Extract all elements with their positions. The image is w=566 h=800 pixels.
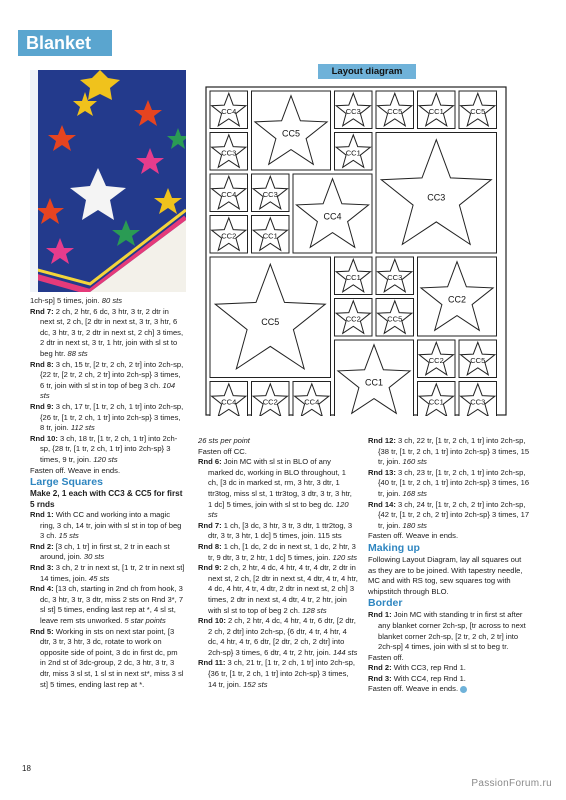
section-subheading: Make 2, 1 each with CC3 & CC5 for first 5 rnds	[30, 489, 183, 509]
diagram-square	[210, 382, 248, 417]
diagram-square	[335, 257, 373, 295]
text: 1ch-sp] 5 times, join.	[30, 296, 100, 305]
round-text: 1 ch, [1 dc, 2 dc in next st, 1 dc, 2 htr, 3 tr, 9 dtr, 3 tr, 2 htr, 1 dc] 5 times, join.	[208, 541, 356, 562]
stitch-count: 80 sts	[101, 296, 123, 305]
diagram-square	[459, 340, 497, 378]
round-text: 3 ch, 24 tr, [1 tr, 2 ch, 2 tr] into 2ch-sp, {42 tr, [1 tr, 2 ch, 2 tr] into 2ch-sp} 3 times, 17 tr, join.	[378, 499, 530, 530]
section-heading: Making up	[368, 541, 420, 554]
round-label: Rnd 2:	[30, 541, 54, 551]
diagram-square	[252, 216, 290, 254]
square-label: CC2	[447, 294, 467, 305]
round-label: Rnd 5:	[30, 626, 54, 636]
square-label: CC1	[364, 377, 384, 388]
diagram-square	[459, 382, 497, 417]
square-label: CC5	[470, 106, 486, 116]
round-label: Rnd 6:	[198, 457, 222, 467]
round-text: With CC4, rep Rnd 1.	[391, 673, 466, 683]
square-label: CC3	[345, 106, 361, 116]
square-label: CC4	[221, 106, 237, 116]
diagram-square	[418, 340, 456, 378]
fasten-off-text: Fasten off. Weave in ends.	[368, 531, 459, 541]
square-label: CC1	[262, 231, 278, 241]
square-label: CC3	[221, 148, 237, 158]
diagram-square	[376, 299, 414, 337]
diagram-square	[459, 91, 497, 129]
round-label: Rnd 14:	[368, 499, 396, 509]
square-label: CC3	[470, 397, 486, 407]
section-heading: Border	[368, 597, 403, 610]
fasten-off-text: Fasten off. Weave in ends.	[30, 465, 121, 475]
stitch-count: 112 sts	[70, 423, 95, 433]
stitch-count: 128 sts	[302, 605, 327, 615]
round-label: Rnd 1:	[30, 510, 54, 520]
round-text: 2 ch, 2 htr, 6 dc, 3 htr, 3 tr, 2 dtr in next st, 2 ch, [2 dtr in next st, 3 tr, 3 htr, 6 dc, 3 htr, 3 tr, 2 dtr in next st, 2 ch] 3 times, 2 dtr in next st, 3 tr, 1 htr, join with sl st to beg htr.	[40, 306, 184, 358]
round-text: Working in sts on next star point, [3 dtr, 3 tr, 3 htr, 3 dc, rotate to work on opposite side of point, 3 dc in first dc, pm in 2nd st of 3dc-group, 2 dc, 3 htr, 3 tr, 3 dtr, miss 3 sl st, 1 sl st in next st*, miss 3 sl st] 5 times, ending last rep at *.	[40, 626, 184, 689]
square-label: CC4	[323, 211, 342, 222]
round-label: Rnd 11:	[198, 658, 226, 668]
page-number: 18	[22, 764, 31, 773]
round-label: Rnd 8:	[198, 541, 222, 551]
stitch-count: 120 sts	[332, 552, 358, 562]
making-up-text: Following Layout Diagram, lay all squares out as they are to be joined. With tapestry needle, MC and with RS tog, sew squares tog with whipstitch through BLO.	[368, 554, 523, 596]
diagram-square	[335, 91, 373, 129]
square-label: CC4	[304, 397, 320, 407]
square-label: CC1	[428, 397, 444, 407]
diagram-square	[376, 257, 414, 295]
diagram-square	[335, 299, 373, 337]
round-label: Rnd 3:	[30, 563, 54, 573]
round-text: Join MC with sl st in BLO of any marked dc, working in BLO throughout, 1 ch, [3 dc in marked st, rm, 3 htr, 3 dtr, 1 ttr3tog, miss sl st, 1 ttr3tog, 3 dtr, 3 tr, 3 htr, 1 dc] 5 times, join with sl st to beg dc.	[208, 457, 352, 509]
diagram-square	[418, 257, 497, 336]
square-label: CC2	[428, 355, 444, 365]
diagram-square	[252, 91, 331, 170]
square-label: CC3	[262, 189, 278, 199]
diagram-title: Layout diagram	[318, 64, 416, 79]
stitch-count: 5 star points	[124, 616, 166, 626]
diagram-square	[293, 382, 331, 417]
stitch-count: 104 sts	[40, 380, 176, 401]
watermark: PassionForum.ru	[471, 778, 552, 789]
round-label: Rnd 12:	[368, 436, 396, 445]
diagram-square	[335, 133, 373, 171]
round-label: Rnd 4:	[30, 584, 54, 594]
round-text: 2 ch, 2 htr, 4 dc, 4 htr, 4 tr, 4 dtr, 2 dtr in next st, 2 ch, [2 dtr in next st, 4 dtr, 4 tr, 4 htr, 4 dc, 4 htr, 4 tr, 4 dtr, 2 dtr in next st, 2 ch] 3 times, 2 dtr in next st, 4 dtr, 4 tr, 2 htr, join with sl st to top of beg 2 ch.	[208, 563, 358, 615]
text: Fasten off CC.	[198, 446, 247, 456]
round-text: 3 ch, 17 tr, [1 tr, 2 ch, 1 tr] into 2ch-sp, {26 tr, [1 tr, 2 ch, 1 tr] into 2ch-sp} 3 times, 8 tr, join.	[40, 401, 184, 433]
column-3	[368, 436, 530, 695]
diagram-square	[210, 216, 248, 254]
blanket-photo	[30, 70, 186, 292]
square-label: CC3	[427, 192, 446, 203]
stitch-count: 45 sts	[88, 573, 110, 583]
stitch-count: 26 sts per point	[198, 436, 250, 445]
diagram-square	[293, 174, 372, 253]
diagram-square	[210, 257, 331, 378]
round-text: 3 ch, 23 tr, [1 tr, 2 ch, 1 tr] into 2ch-sp, {40 tr, [1 tr, 2 ch, 1 tr] into 2ch-sp} 3 times, 16 tr, join.	[378, 467, 530, 498]
round-label: Rnd 2:	[368, 663, 392, 673]
round-label: Rnd 7:	[30, 306, 54, 316]
stitch-count: 88 sts	[67, 348, 88, 358]
square-label: CC2	[262, 397, 278, 407]
stitch-count: 180 sts	[402, 520, 427, 530]
diagram-square	[210, 91, 248, 129]
square-label: CC5	[281, 128, 301, 139]
square-label: CC5	[470, 355, 486, 365]
round-text: 2 ch, 2 htr, 4 dc, 4 htr, 4 tr, 6 dtr, [2 dtr, 2 ch, 2 dtr] into 2ch-sp, {6 dtr, 4 tr, 4 htr, 4 dc, 4 htr, 4 tr, 6 dtr, [2 dtr, 2 ch, 2 dtr] into 2ch-sp} 3 times, 6 dtr, 4 tr, 2 htr, join.	[208, 616, 356, 657]
text: Fasten off.	[368, 652, 404, 662]
stitch-count: 144 sts	[332, 647, 358, 657]
round-label: Rnd 9:	[198, 563, 222, 573]
round-label: Rnd 10:	[198, 616, 226, 626]
round-text: [13 ch, starting in 2nd ch from hook, 3 dc, 3 htr, 3 tr, 3 dtr, miss 2 sts on Rnd 3*, 7 sl st] 5 times, ending last rep at *, 4 sl st, leave rem sts unworked.	[40, 584, 184, 626]
round-label: Rnd 9:	[30, 401, 54, 411]
square-label: CC2	[345, 314, 361, 324]
diagram-square	[335, 340, 414, 416]
square-label: CC5	[387, 314, 403, 324]
diagram-square	[418, 382, 456, 417]
round-text: Join MC with standing tr in first st after any blanket corner 2ch-sp, [tr across to next blanket corner 2ch-sp, [2 tr, 2 ch, 2 tr] into 2ch-sp] 4 times, join with sl st to beg tr.	[378, 610, 526, 652]
diagram-square	[210, 133, 248, 171]
column-2	[198, 436, 358, 690]
stitch-count: 160 sts	[402, 457, 427, 467]
diagram-square	[252, 174, 290, 212]
round-label: Rnd 10:	[30, 433, 58, 443]
diagram-square	[210, 174, 248, 212]
stitch-count: 120 sts	[208, 499, 349, 520]
stitch-count: 168 sts	[402, 488, 427, 498]
round-label: Rnd 7:	[198, 520, 222, 530]
round-label: Rnd 3:	[368, 673, 392, 683]
stitch-count: 152 sts	[243, 679, 268, 689]
round-text: 3 ch, 15 tr, [2 tr, 2 ch, 2 tr] into 2ch-sp, {22 tr, [2 tr, 2 ch, 2 tr] into 2ch-sp} 3 times, 6 tr, join with sl st in top of beg 3 ch.	[40, 359, 184, 390]
diagram-square	[252, 382, 290, 417]
page-title: Blanket	[18, 30, 112, 56]
square-label: CC5	[387, 106, 403, 116]
round-label: Rnd 8:	[30, 359, 54, 369]
square-label: CC1	[428, 106, 444, 116]
round-label: Rnd 1:	[368, 610, 392, 620]
round-label: Rnd 13:	[368, 467, 396, 477]
round-text: 3 ch, 22 tr, [1 tr, 2 ch, 1 tr] into 2ch-sp, {38 tr, [1 tr, 2 ch, 1 tr] into 2ch-sp} 3 times, 15 tr, join.	[378, 436, 530, 467]
text: Fasten off. Weave in ends.	[368, 684, 459, 694]
stitch-count: 15 sts	[58, 531, 79, 541]
round-text: 1 ch, [3 dc, 3 htr, 3 tr, 3 dtr, 1 ttr2tog, 3 dtr, 3 tr, 3 htr, 1 dc] 5 times, join. 115 sts	[208, 520, 353, 541]
column-1	[30, 296, 185, 690]
round-text: With CC and working into a magic ring, 3 ch, 14 tr, join with sl st in top of beg 3 ch.	[40, 510, 182, 541]
stitch-count: 120 sts	[93, 454, 118, 464]
diagram-square	[376, 91, 414, 129]
layout-diagram	[205, 86, 507, 421]
round-text: 3 ch, 21 tr, [1 tr, 2 ch, 1 tr] into 2ch-sp, {36 tr, [1 tr, 2 ch, 1 tr] into 2ch-sp} 3 times, 14 tr, join.	[208, 658, 356, 689]
diagram-square	[376, 133, 497, 254]
square-label: CC4	[221, 189, 237, 199]
diagram-square	[418, 91, 456, 129]
square-label: CC4	[221, 397, 237, 407]
round-text: With CC3, rep Rnd 1.	[391, 663, 466, 673]
square-label: CC3	[387, 272, 403, 282]
square-label: CC1	[345, 148, 361, 158]
round-text: [3 ch, 1 tr] in first st, 2 tr in each st around, join.	[40, 541, 170, 562]
round-text: 3 ch, 2 tr in next st, [1 tr, 2 tr in next st] 14 times, join.	[40, 563, 185, 583]
end-mark-icon	[460, 686, 467, 693]
square-label: CC1	[345, 272, 361, 282]
stitch-count: 30 sts	[83, 552, 105, 562]
square-label: CC5	[261, 317, 280, 328]
section-heading: Large Squares	[30, 476, 103, 489]
round-text: 3 ch, 18 tr, [1 tr, 2 ch, 1 tr] into 2ch-sp, {28 tr, [1 tr, 2 ch, 1 tr] into 2ch-sp} 3 times, 9 tr, join.	[40, 433, 178, 464]
square-label: CC2	[221, 231, 237, 241]
